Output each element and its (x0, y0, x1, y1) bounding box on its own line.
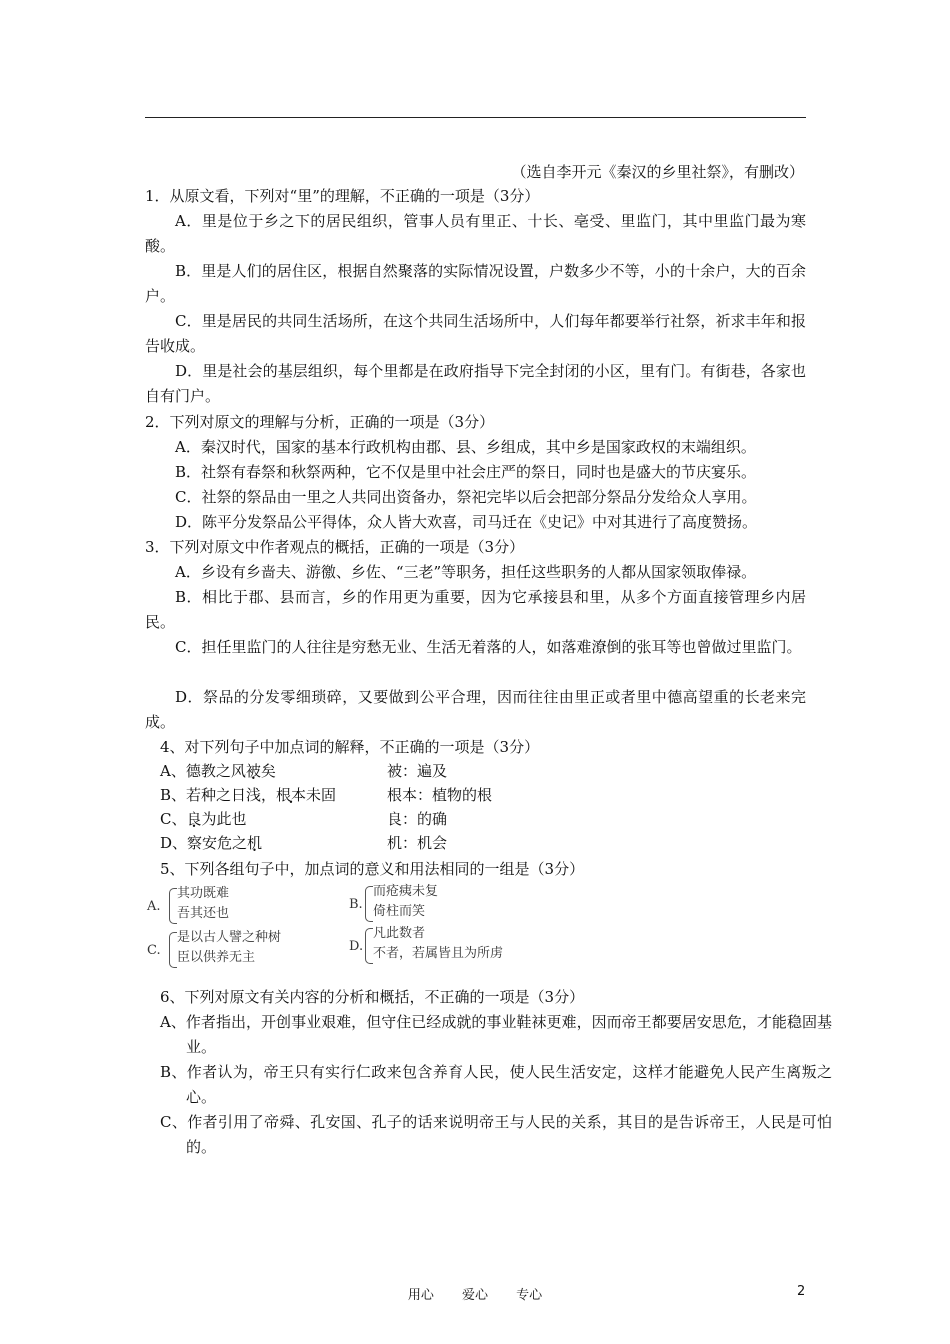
q4-row-d-explanation: 机：机会 (387, 834, 448, 852)
q4-row-c-sentence: C、良为此也 (160, 810, 247, 828)
q5-option-b-line2: 倚柱而笑 (373, 904, 426, 919)
q1-option-b: B．里是人们的居住区，根据自然聚落的实际情况设置，户数多少不等，小的十余户，大的百余户。 (145, 262, 806, 305)
q2-option-a: A．秦汉时代，国家的基本行政机构由郡、县、乡组成，其中乡是国家政权的末端组织。 (175, 438, 756, 456)
q4-row-c-explanation: 良：的确 (387, 810, 448, 828)
q5-option-b-label: B. (349, 897, 363, 912)
q4-row-b-sentence: B、若种之日浅，根本未固 (160, 786, 337, 804)
q5-option-c-line2: 臣以供养无主 (177, 950, 256, 965)
q1-option-d: D．里是社会的基层组织，每个里都是在政府指导下完全封闭的小区，里有门。有街巷，各家也自有门户。 (145, 362, 806, 405)
q5-option-d-label: D. (349, 939, 364, 954)
q2-option-b: B．社祭有春祭和秋祭两种，它不仅是里中社会庄严的祭日，同时也是盛大的节庆宴乐。 (175, 463, 757, 481)
source-citation: （选自李开元《秦汉的乡里社祭》，有删改） (511, 163, 804, 181)
q3-stem: 3．下列对原文中作者观点的概括，正确的一项是（3分） (145, 538, 525, 556)
q3-option-c: C．担任里监门的人往往是穷愁无业、生活无着落的人，如落难潦倒的张耳等也曾做过里监门。 (175, 638, 802, 656)
emphasis-dot-word: 良 (186, 810, 202, 828)
brace-icon (169, 932, 177, 968)
q2-option-c: C．社祭的祭品由一里之人共同出资备办，祭祀完毕以后会把部分祭品分发给众人享用。 (175, 488, 757, 506)
page-footer (0, 1284, 950, 1303)
q6-option-c: C、作者引用了帝舜、孔安国、孔子的话来说明帝王与人民的关系，其目的是告诉帝王，人民是可怕的。 (160, 1113, 832, 1156)
q3-option-d: D．祭品的分发零细琐碎，又要做到公平合理，因而往往由里正或者里中德高望重的长老来完成。 (145, 688, 806, 731)
q4-row-a-sentence: A、德教之风被矣 (160, 762, 276, 780)
q4-row-a-explanation: 被：遍及 (387, 762, 448, 780)
emphasis-dot-word: 被 (245, 762, 261, 780)
q6-stem: 6、下列对原文有关内容的分析和概括，不正确的一项是（3分） (160, 988, 585, 1006)
brace-icon (169, 888, 177, 924)
q5-option-image (145, 884, 525, 970)
footer-word-3: 专心 (516, 1288, 543, 1303)
q6-option-a: A、作者指出，开创事业艰难，但守住已经成就的事业鞋袜更难，因而帝王都要居安思危，才能稳固基业。 (160, 1013, 832, 1056)
q5-option-c-label: C. (147, 943, 161, 958)
brace-icon (365, 886, 373, 922)
q4-stem: 4、对下列句子中加点词的解释，不正确的一项是（3分） (160, 738, 540, 756)
footer-word-2: 爱心 (461, 1288, 488, 1303)
q5-option-a-line2: 吾其还也 (177, 906, 230, 921)
q5-option-c-line1: 是以古人譬之种树 (177, 930, 282, 945)
q4-row-d-sentence: D、察安危之机 (160, 834, 263, 852)
q2-option-d: D．陈平分发祭品公平得体，众人皆大欢喜，司马迁在《史记》中对其进行了高度赞扬。 (175, 513, 758, 531)
q5-option-d-line1: 凡此数者 (373, 926, 426, 941)
header-rule (145, 117, 806, 118)
q3-option-b: B．相比于郡、县而言，乡的作用更为重要，因为它承接县和里，从多个方面直接管理乡内居民。 (145, 588, 806, 631)
q6-option-b: B、作者认为，帝王只有实行仁政来包含养育人民，使人民生活安定，这样才能避免人民产生离叛之心。 (160, 1063, 832, 1106)
footer-word-1: 用心 (407, 1288, 434, 1303)
q5-stem: 5、下列各组句子中，加点词的意义和用法相同的一组是（3分） (160, 860, 585, 878)
q3-option-a: A．乡设有乡啬夫、游徼、乡佐、“三老”等职务，担任这些职务的人都从国家领取俸禄。 (175, 563, 757, 581)
emphasis-dot-word: 机 (247, 834, 263, 852)
emphasis-dot-word: 根本 (276, 786, 307, 804)
q1-option-a: A．里是位于乡之下的居民组织，管事人员有里正、十长、亳受、里监门，其中里监门最为寒酸。 (145, 212, 806, 255)
q1-option-c: C．里是居民的共同生活场所，在这个共同生活场所中，人们每年都要举行社祭，祈求丰年和报告收成。 (145, 312, 806, 355)
q5-option-d-line2: 不者，若属皆且为所虏 (373, 946, 504, 961)
q5-option-b-line1: 而疮痍未复 (373, 884, 439, 899)
q5-option-a-label: A. (147, 899, 161, 914)
page-number: 2 (797, 1284, 806, 1299)
q5-option-a-line1: 其功既难 (177, 886, 230, 901)
q2-stem: 2．下列对原文的理解与分析，正确的一项是（3分） (145, 413, 495, 431)
brace-icon (365, 928, 373, 964)
q4-row-b-explanation: 根本：植物的根 (387, 786, 493, 804)
q1-stem: 1．从原文看，下列对“里”的理解，不正确的一项是（3分） (145, 187, 540, 205)
